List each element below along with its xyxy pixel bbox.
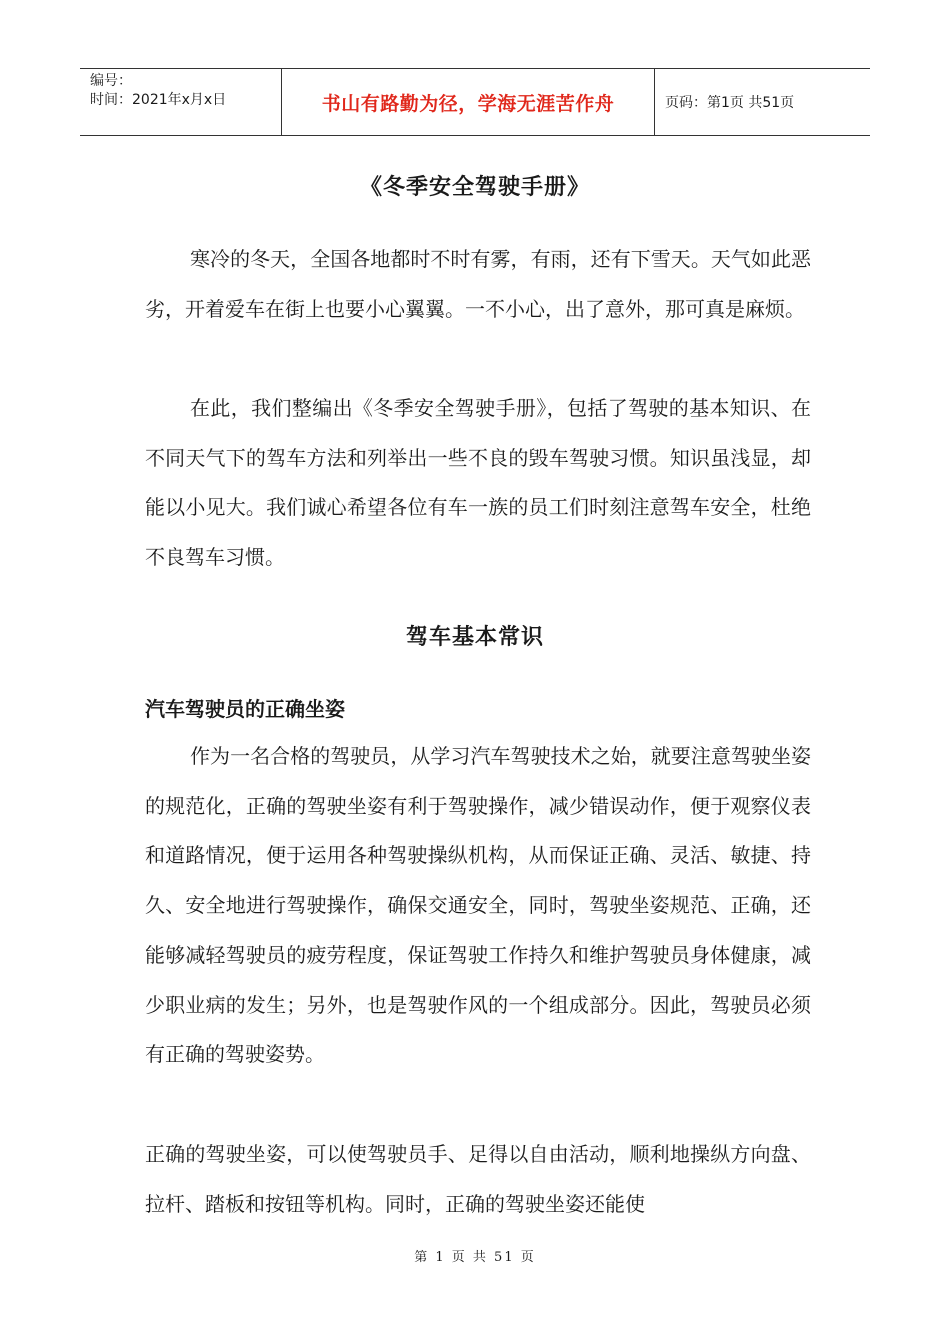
intro-paragraph-1: 寒冷的冬天，全国各地都时不时有雾，有雨，还有下雪天。天气如此恶劣，开着爱车在街上也要小心翼翼。一不小心，出了意外，那可真是麻烦。 [145,247,811,321]
document-time-label: 时间：2021年x月x日 [90,92,227,108]
document-title: 《冬季安全驾驶手册》 [359,174,590,200]
subsection-title: 汽车驾驶员的正确坐姿 [145,697,345,721]
section-title: 驾车基本常识 [405,624,544,650]
page-footer: 第 1 页 共 51 页 [414,1250,536,1265]
intro-paragraph-2: 在此，我们整编出《冬季安全驾驶手册》，包括了驾驶的基本知识、在不同天气下的驾车方法和列举出一些不良的毁车驾驶习惯。知识虽浅显，却能以小见大。我们诚心希望各位有车一族的员工们时刻注意驾车安全，杜绝不良驾车习惯。 [145,396,811,570]
document-number-label: 编号： [90,73,132,89]
header-table [80,68,870,136]
body-paragraph-2: 正确的驾驶坐姿，可以使驾驶员手、足得以自由活动，顺利地操纵方向盘、拉杆、踏板和按钮等机构。同时，正确的驾驶坐姿还能使 [145,1142,811,1216]
header-info-cell [80,69,281,135]
header-page-code: 页码：第1页 共51页 [665,95,795,111]
body-paragraph-1: 作为一名合格的驾驶员，从学习汽车驾驶技术之始，就要注意驾驶坐姿的规范化，正确的驾驶坐姿有利于驾驶操作，减少错误动作，便于观察仪表和道路情况，便于运用各种驾驶操纵机构，从而保证正确、灵活、敏捷、持久、安全地进行驾驶操作，确保交通安全，同时，驾驶坐姿规范、正确，还能够减轻驾驶员的疲劳程度，保证驾驶工作持久和维护驾驶员身体健康，减少职业病的发生；另外，也是驾驶作风的一个组成部分。因此，驾驶员必须有正确的驾驶姿势。 [145,744,811,1067]
header-motto: 书山有路勤为径，学海无涯苦作舟 [281,69,655,135]
